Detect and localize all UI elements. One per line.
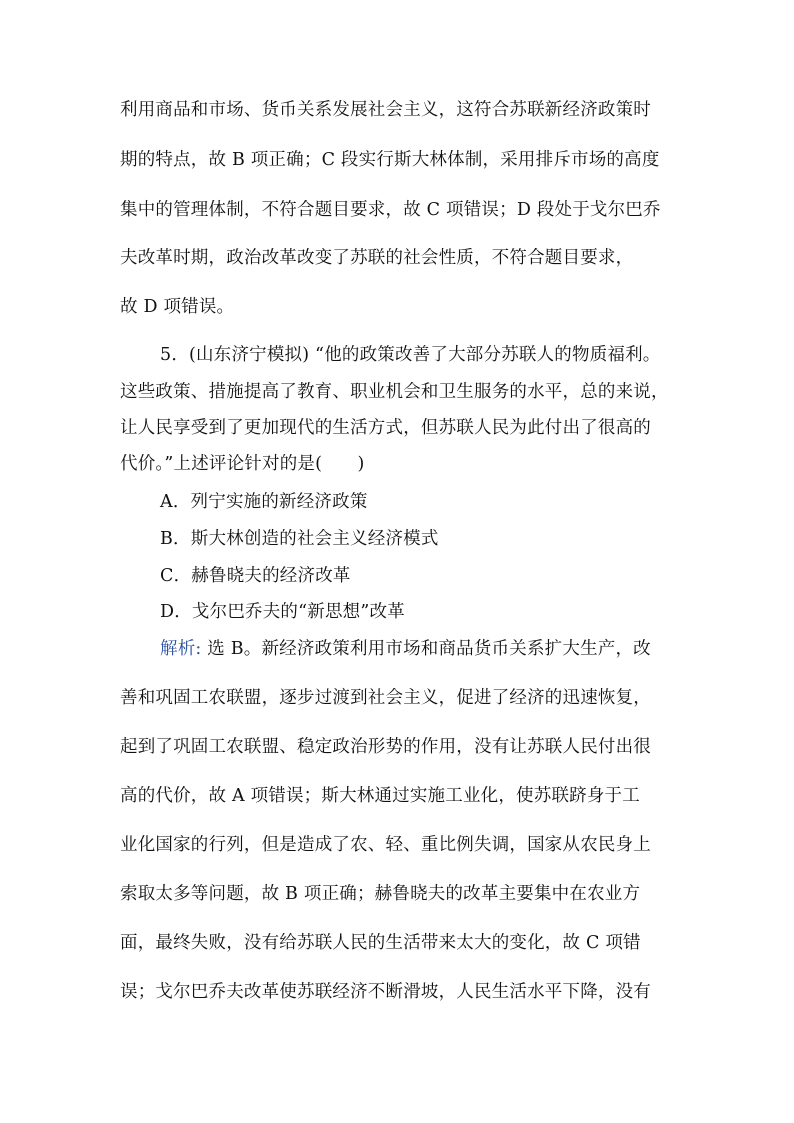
text-line: 利用商品和市场、货币关系发展社会主义，这符合苏联新经济政策时 [120,100,651,120]
analysis-line: 误；戈尔巴乔夫改革使苏联经济不断滑坡，人民生活水平下降，没有 [120,982,651,1002]
option-c: C．赫鲁晓夫的经济改革 [160,566,351,586]
analysis-line: 索取太多等问题，故 B 项正确；赫鲁晓夫的改革主要集中在农业方 [120,884,641,904]
text-line: 集中的管理体制，不符合题目要求，故 C 项错误；D 段处于戈尔巴乔 [120,200,661,220]
analysis-text: 选 B。新经济政策利用市场和商品货币关系扩大生产，改 [201,639,651,659]
text-line: 期的特点，故 B 项正确；C 段实行斯大林体制，采用排斥市场的高度 [120,150,660,170]
question-stem-line: 让人民享受到了更加现代的生活方式，但苏联人民为此付出了很高的 [120,418,651,438]
question-stem-line: 5．(山东济宁模拟) “他的政策改善了大部分苏联人的物质福利。 [160,345,661,365]
option-d: D．戈尔巴乔夫的“新思想”改革 [160,602,405,622]
analysis-label: 解析: [160,639,202,659]
analysis-line: 高的代价，故 A 项错误；斯大林通过实施工业化，使苏联跻身于工 [120,786,640,806]
analysis-first-line [160,637,680,661]
question-stem-line: 代价。”上述评论针对的是( ) [120,454,365,474]
text-line: 故 D 项错误。 [120,297,235,317]
option-a: A．列宁实施的新经济政策 [160,492,368,512]
text-line: 夫改革时期，政治改革改变了苏联的社会性质，不符合题目要求， [120,248,634,268]
analysis-line: 面，最终失败，没有给苏联人民的生活带来太大的变化，故 C 项错 [120,933,641,953]
question-stem-line: 这些政策、措施提高了教育、职业机会和卫生服务的水平，总的来说， [120,382,669,402]
analysis-line: 善和巩固工农联盟，逐步过渡到社会主义，促进了经济的迅速恢复， [120,688,651,708]
analysis-line: 业化国家的行列，但是造成了农、轻、重比例失调，国家从农民身上 [120,835,651,855]
option-b: B．斯大林创造的社会主义经济模式 [160,529,439,549]
analysis-line: 起到了巩固工农联盟、稳定政治形势的作用，没有让苏联人民付出很 [120,737,651,757]
